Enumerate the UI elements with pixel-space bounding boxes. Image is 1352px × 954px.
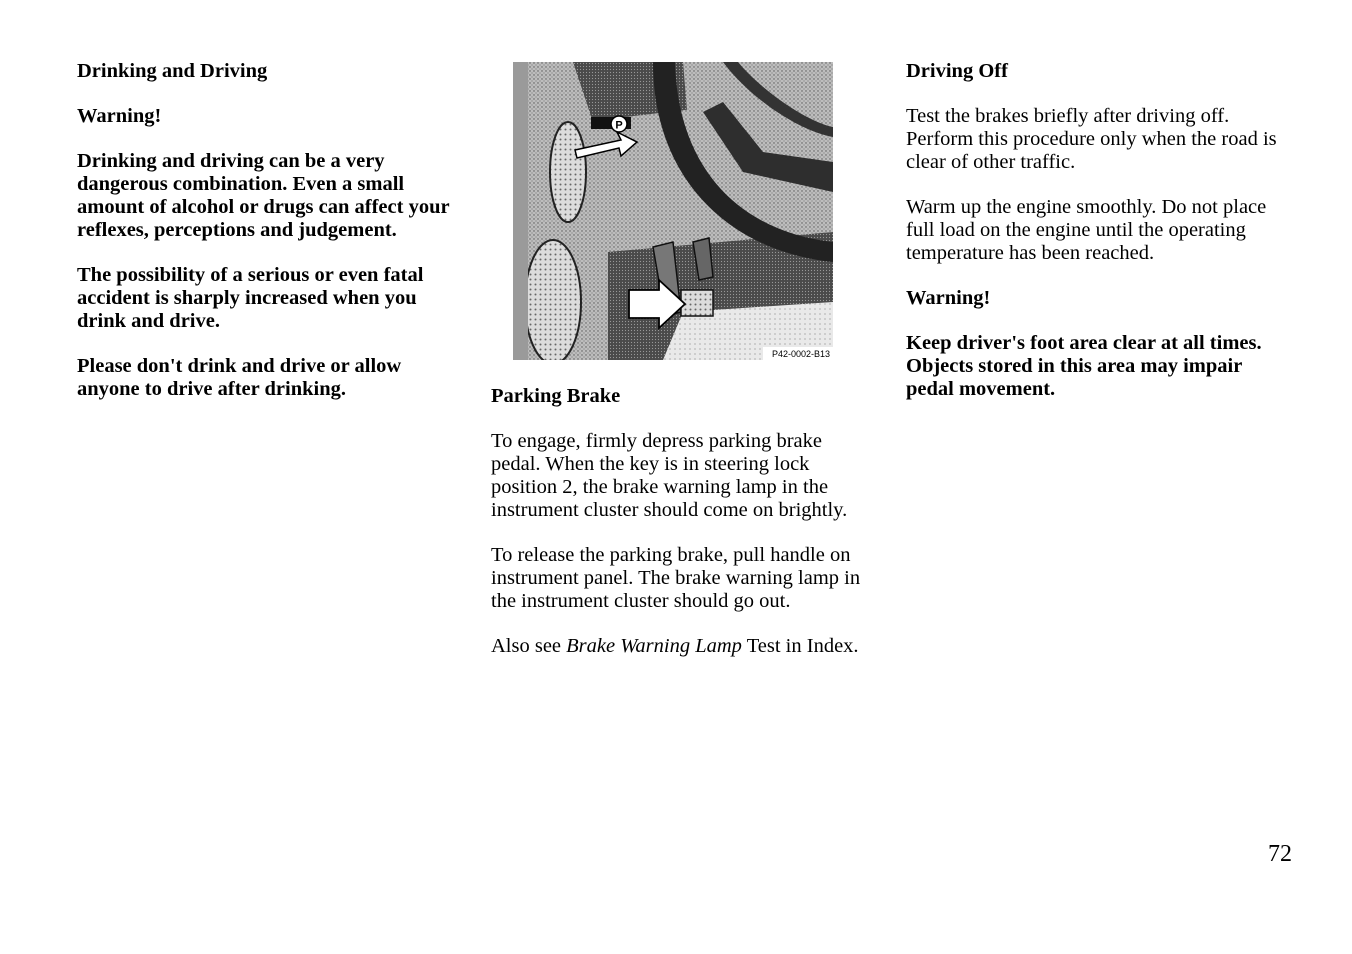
parking-brake-paragraph: To release the parking brake, pull handle on instrument panel. The brake warning lamp in the instrument cluster should go out. [491, 544, 861, 612]
warning-paragraph: The possibility of a serious or even fatal accident is sharply increased when you drink and drive. [77, 264, 424, 332]
driving-off-heading: Driving Off [906, 60, 1008, 82]
see-also-reference: Brake Warning Lamp [566, 635, 742, 657]
driving-off-paragraph: Test the brakes briefly after driving off. Perform this procedure only when the road is clear of other traffic. [906, 105, 1277, 173]
parking-brake-illustration [513, 62, 833, 360]
page-number: 72 [1268, 841, 1292, 867]
see-also-suffix: Test in Index. [741, 635, 859, 657]
right-column [906, 60, 1286, 401]
warning-paragraph: Drinking and driving can be a very dangerous combination. Even a small amount of alcohol or drugs can affect your reflexes, perceptions and judgement. [77, 150, 450, 241]
parking-symbol: P [615, 119, 623, 132]
middle-column [491, 385, 871, 658]
warning-paragraph: Keep driver's foot area clear at all times. Objects stored in this area may impair pedal movement. [906, 332, 1262, 400]
see-also-paragraph [491, 635, 871, 658]
drinking-driving-heading: Drinking and Driving [77, 60, 268, 82]
warning-label: Warning! [77, 105, 162, 127]
see-also-prefix: Also see [491, 635, 567, 657]
warning-paragraph: Please don't drink and drive or allow anyone to drive after drinking. [77, 355, 402, 400]
parking-brake-heading: Parking Brake [491, 385, 621, 407]
warning-label: Warning! [906, 287, 991, 309]
driving-off-paragraph: Warm up the engine smoothly. Do not place full load on the engine until the operating temperature has been reached. [906, 196, 1267, 264]
figure-caption-code: P42-0002-B13 [771, 349, 830, 359]
illustration-svg [513, 62, 833, 360]
parking-brake-paragraph: To engage, firmly depress parking brake pedal. When the key is in steering lock position 2, the brake warning lamp in the instrument cluster should come on brightly. [491, 430, 848, 521]
left-column [77, 60, 452, 401]
